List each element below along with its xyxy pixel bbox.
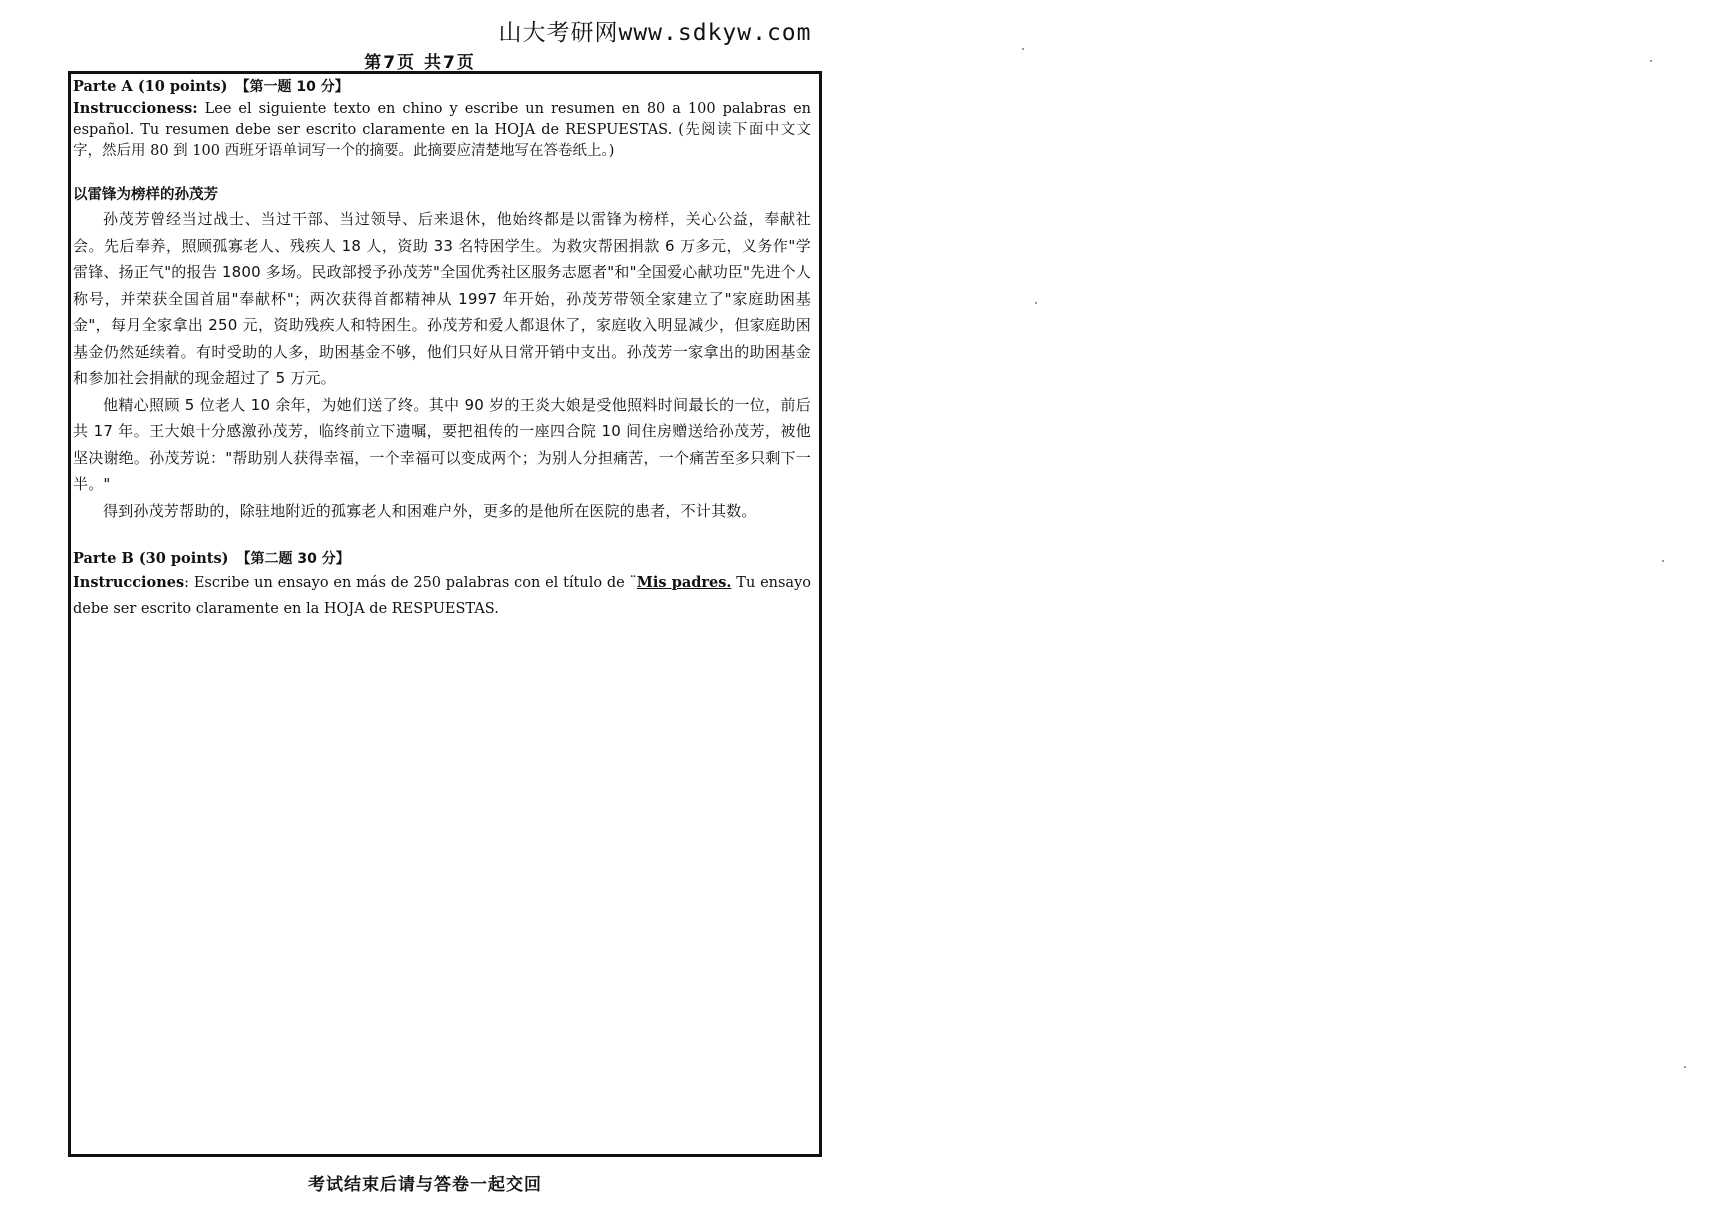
scan-speck: [1022, 48, 1024, 50]
part-a-score: 【第一题 10 分】: [235, 79, 349, 95]
essay-paragraph: 孙茂芳曾经当过战士、当过干部、当过领导、后来退休，他始终都是以雷锋为榜样，关心公益，奉献社会。先后奉养，照顾孤寡老人、残疾人 18 人，资助 33 名特困学生。为救灾帮困捐款 6 万多元，义务作"学雷锋、扬正气"的报告 1800 多场。民政部授予孙茂芳"全国优秀社区服务志愿者"和"全国爱心献功臣"先进个人称号，并荣获全国首届"奉献杯"；两次获得首都精神从 1997 年开始，孙茂芳带领全家建立了"家庭助困基金"，每月全家拿出 250 元，资助残疾人和特困生。孙茂芳和爱人都退休了，家庭收入明显减少，但家庭助困基金仍然延续着。有时受助的人多，助困基金不够，他们只好从日常开销中支出。孙茂芳一家拿出的助困基金和参加社会捐献的现金超过了 5 万元。: [73, 210, 812, 387]
scan-speck: [1662, 560, 1664, 562]
footer-note: 考试结束后请与答卷一起交回: [308, 1175, 542, 1195]
page-number: 第7页 共7页: [364, 53, 476, 73]
essay-paragraph: 得到孙茂芳帮助的，除驻地附近的孤寡老人和困难户外，更多的是他所在医院的患者，不计其数。: [103, 501, 757, 520]
part-a-instructions-text: Lee el siguiente texto en chino y escribe un resumen en 80 a 100 palabras en español. Tu resumen debe ser escrito claramente en la HOJA de RESPUESTAS. (先阅读下面中文文字，然后用 80 到 100 西班牙语单词写一个的摘要。此摘要应清楚地写在答卷纸上。): [73, 101, 811, 159]
essay-paragraph: 他精心照顾 5 位老人 10 余年，为她们送了终。其中 90 岁的王炎大娘是受他照料时间最长的一位，前后共 17 年。王大娘十分感激孙茂芳，临终前立下遗嘱，要把祖传的一座四合院 10 间住房赠送给孙茂芳，被他坚决谢绝。孙茂芳说："帮助别人获得幸福，一个幸福可以变成两个；为别人分担痛苦，一个痛苦至多只剩下一半。": [73, 395, 811, 493]
part-b-score: 【第二题 30 分】: [236, 551, 350, 567]
part-a-instructions-label: Instruccioness:: [73, 100, 198, 117]
part-a-title: Parte A (10 points): [73, 78, 228, 95]
essay-topic: Mis padres.: [636, 574, 732, 591]
part-b-header: [73, 548, 811, 570]
scan-speck: [1684, 1066, 1686, 1068]
part-b-instructions-before: : Escribe un ensayo en más de 250 palabras con el título de ¨: [184, 575, 637, 591]
watermark: 山大考研网www.sdkyw.com: [498, 20, 812, 46]
part-a-header: [73, 76, 811, 98]
scan-speck: [1650, 60, 1652, 62]
part-b-title: Parte B (30 points): [73, 550, 229, 567]
part-b-instructions-after: Tu ensayo debe ser escrito claramente en la HOJA de RESPUESTAS.: [73, 575, 811, 617]
part-a-instructions: [73, 98, 811, 162]
part-b-section: [73, 548, 811, 622]
essay-body: [73, 206, 811, 524]
scan-speck: [1035, 302, 1037, 304]
part-b-instructions: [73, 570, 811, 622]
part-b-instructions-label: Instrucciones: [73, 574, 185, 591]
essay-title: 以雷锋为榜样的孙茂芳: [73, 187, 218, 203]
question-content: [73, 76, 811, 622]
